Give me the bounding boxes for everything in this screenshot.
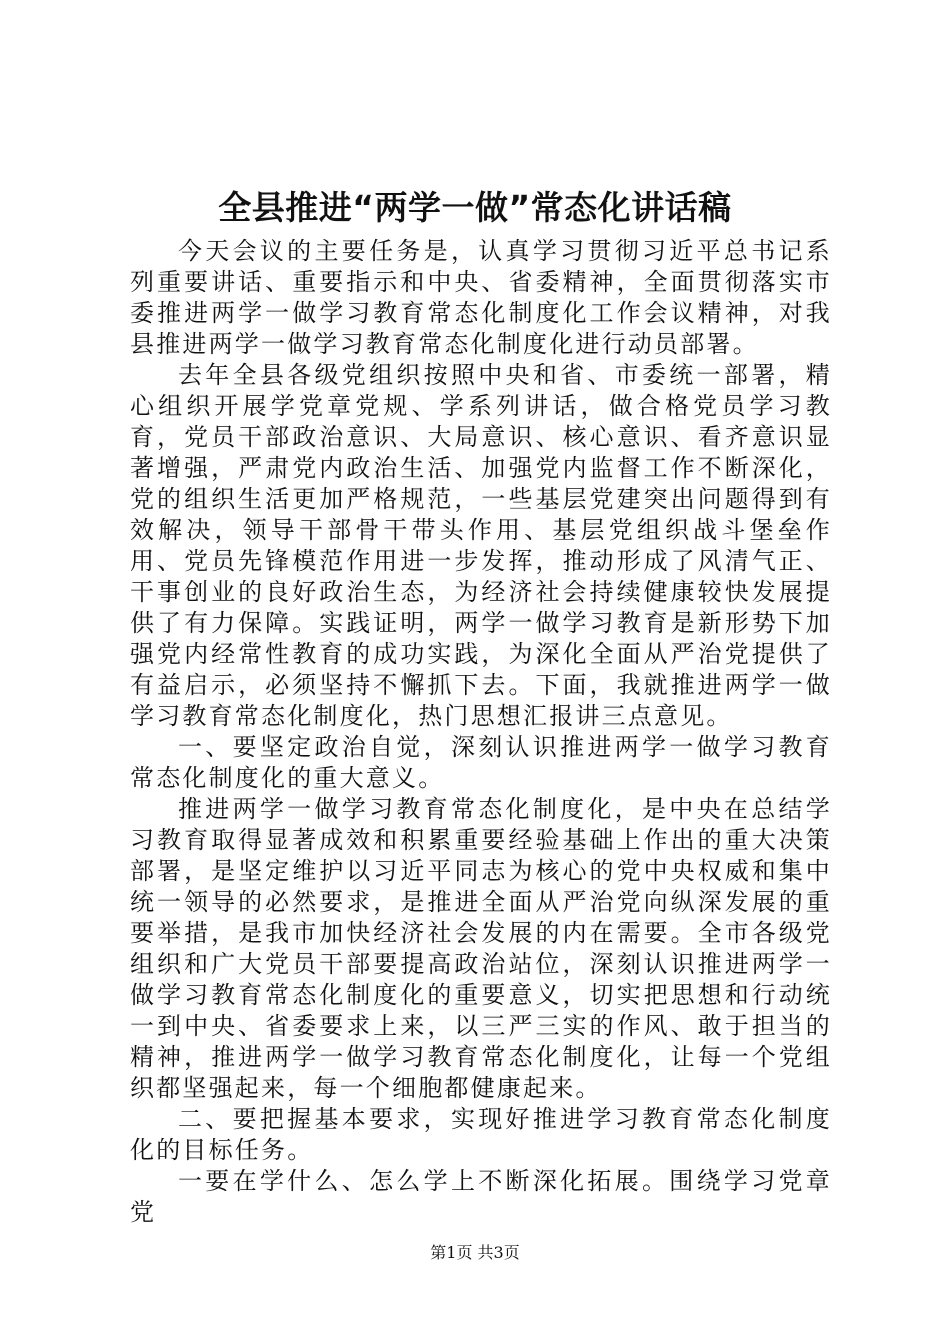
paragraph-review: 去年全县各级党组织按照中央和省、市委统一部署，精心组织开展学党章党规、学系列讲话，做合格党员学习教育，党员干部政治意识、大局意识、核心意识、看齐意识显著增强，严肃党内政治生活、加强党内监督工作不断深化，党的组织生活更加严格规范，一些基层党建突出问题得到有效解决，领导干部骨干带头作用、基层党组织战斗堡垒作用、党员先锋模范作用进一步发挥，推动形成了风清气正、干事创业的良好政治生态，为经济社会持续健康较快发展提供了有力保障。实践证明，两学一做学习教育是新形势下加强党内经常性教育的成功实践，为深化全面从严治党提供了有益启示，必须坚持不懈抓下去。下面，我就推进两学一做学习教育常态化制度化，热门思想汇报讲三点意见。 [130,361,832,730]
section-heading-2: 二、要把握基本要求，实现好推进学习教育常态化制度化的目标任务。 [130,1105,832,1164]
page-number-footer: 第1页 共3页 [430,1243,520,1262]
paragraph-intro: 今天会议的主要任务是，认真学习贯彻习近平总书记系列重要讲话、重要指示和中央、省委精神，全面贯彻落实市委推进两学一做学习教育常态化制度化工作会议精神，对我县推进两学一做学习教育常态化制度化进行动员部署。 [130,237,832,358]
section-heading-1: 一、要坚定政治自觉，深刻认识推进两学一做学习教育常态化制度化的重大意义。 [130,733,832,792]
document-body [130,236,832,1228]
paragraph-learning: 一要在学什么、怎么学上不断深化拓展。围绕学习党章党 [130,1167,832,1226]
document-title: 全县推进“两学一做”常态化讲话稿 [218,188,732,227]
paragraph-significance: 推进两学一做学习教育常态化制度化，是中央在总结学习教育取得显著成效和积累重要经验基础上作出的重大决策部署，是坚定维护以习近平同志为核心的党中央权威和集中统一领导的必然要求，是推进全面从严治党向纵深发展的重要举措，是我市加快经济社会发展的内在需要。全市各级党组织和广大党员干部要提高政治站位，深刻认识推进两学一做学习教育常态化制度化的重要意义，切实把思想和行动统一到中央、省委要求上来，以三严三实的作风、敢于担当的精神，推进两学一做学习教育常态化制度化，让每一个党组织都坚强起来，每一个细胞都健康起来。 [130,795,832,1102]
